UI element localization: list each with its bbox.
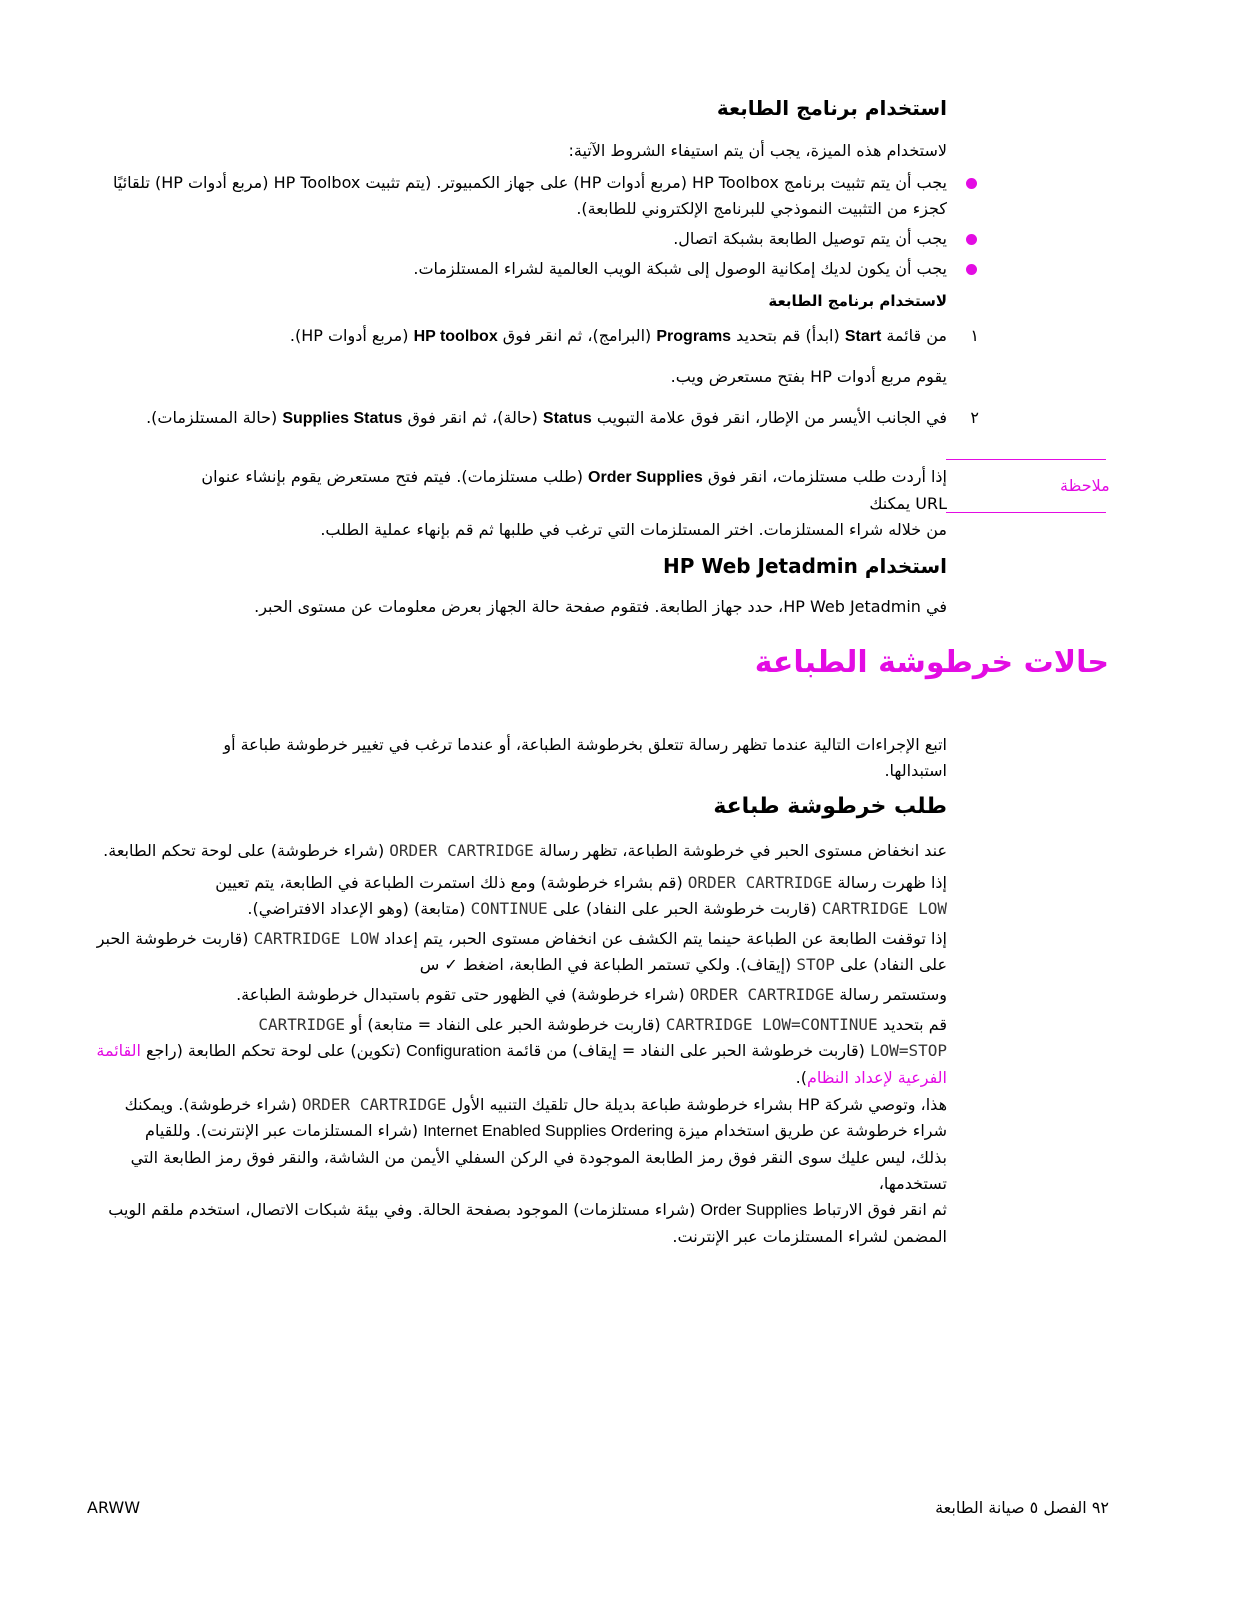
bullet-text: يجب أن يتم تثبيت برنامج HP Toolbox (مربع أدوات HP) على جهاز الكمبيوتر. (يتم تثبيت HP Toolbox (مربع أدوات HP) تلقائيًا كجزء من التثبيت النموذجي للبرنامج الإلكتروني للطابعة).: [113, 173, 947, 218]
paragraph-5: قم بتحديد CARTRIDGE LOW=CONTINUE (قاربت خرطوشة الحبر على النفاد = متابعة) أو CARTRIDGE LOW=STOP (قاربت خرطوشة الحبر على النفاد = إيقاف) من قائمة Configuration (تكوين) على لوحة تحكم الطابعة (راجع القائمة الفرعية لإعداد النظام).: [96, 1015, 947, 1087]
section-intro: [187, 138, 947, 164]
footer-page-info: ٩٢ الفصل ٥ صيانة الطابعة: [935, 1498, 1109, 1517]
bullet-item-2: [87, 226, 947, 252]
paragraph-3: إذا توقفت الطابعة عن الطباعة حينما يتم الكشف عن انخفاض مستوى الحبر، يتم إعداد CARTRIDGE LOW (قاربت خرطوشة الحبر على النفاد) على STOP (إيقاف). ولكي تستمر الطباعة في الطابعة، اضغط ✓ س: [96, 929, 947, 974]
paragraph-4: وستستمر رسالة ORDER CARTRIDGE (شراء خرطوشة) في الظهور حتى تقوم باستبدال خرطوشة الطباعة.: [236, 985, 947, 1004]
bullet-text: يجب أن يكون لديك إمكانية الوصول إلى شبكة الويب العالمية لشراء المستلزمات.: [413, 259, 947, 278]
chapter-intro: اتبع الإجراءات التالية عندما تظهر رسالة تتعلق بخرطوشة الطباعة، أو عندما ترغب في تغيير خرطوشة طباعة أو استبدالها.: [223, 735, 947, 780]
intro-text: لاستخدام هذه الميزة، يجب أن يتم استيفاء الشروط الآتية:: [568, 141, 947, 160]
bullet-item-3: [87, 256, 947, 282]
bullet-icon: [966, 264, 977, 275]
paragraph-2: إذا ظهرت رسالة ORDER CARTRIDGE (قم بشراء خرطوشة) ومع ذلك استمرت الطباعة في الطابعة، يتم تعيين CARTRIDGE LOW (قاربت خرطوشة الحبر على النفاد) على CONTINUE (متابعة) (وهو الإعداد الافتراضي).: [215, 873, 947, 918]
step-result-text: يقوم مربع أدوات HP بفتح مستعرض ويب.: [670, 367, 947, 386]
step-1: [127, 323, 979, 390]
section-heading-order-cartridge: طلب خرطوشة طباعة: [713, 794, 947, 819]
web-jetadmin-text: في HP Web Jetadmin، حدد جهاز الطابعة. فتقوم صفحة حالة الجهاز بعرض معلومات عن مستوى الحبر.: [254, 597, 947, 616]
note-label: ملاحظة: [1060, 476, 1110, 495]
system-setup-submenu-link-cont[interactable]: الفرعية لإعداد النظام: [806, 1068, 947, 1087]
bullet-item-1: [87, 170, 947, 222]
footer-doc-code: ARWW: [87, 1498, 141, 1517]
step-2: [127, 405, 979, 432]
system-setup-submenu-link[interactable]: القائمة: [96, 1041, 141, 1060]
procedure-title: لاستخدام برنامج الطابعة: [768, 292, 947, 310]
bullet-text: يجب أن يتم توصيل الطابعة بشبكة اتصال.: [673, 229, 947, 248]
note-divider-bottom: [946, 512, 1106, 513]
bullet-icon: [966, 234, 977, 245]
paragraph-6: هذا، وتوصي شركة HP بشراء خرطوشة طباعة بديلة حال تلقيك التنبيه الأول ORDER CARTRIDGE (شراء خرطوشة). ويمكنك شراء خرطوشة عن طريق استخدام ميزة Internet Enabled Supplies Ordering (شراء المستلزمات عبر الإنترنت). وللقيام بذلك، ليس عليك سوى النقر فوق رمز الطابعة الموجودة في الركن السفلي الأيمن من الشاشة، والنقر فوق رمز الطابعة التي تستخدمها، ثم انقر فوق الارتباط Order Supplies (شراء مستلزمات) الموجود بصفحة الحالة. وفي بيئة شبكات الاتصال، استخدم ملقم الويب المضمن لشراء المستلزمات عبر الإنترنت.: [108, 1095, 947, 1246]
section-heading-printer-software: استخدام برنامج الطابعة: [716, 96, 947, 120]
paragraph-1: عند انخفاض مستوى الحبر في خرطوشة الطباعة، تظهر رسالة ORDER CARTRIDGE (شراء خرطوشة) على لوحة تحكم الطابعة.: [103, 841, 947, 860]
note-text: إذا أردت طلب مستلزمات، انقر فوق Order Supplies (طلب مستلزمات). فيتم فتح مستعرض يقوم بإنشاء عنوان URL يمكنك من خلاله شراء المستلزمات. اختر المستلزمات التي ترغب في طلبها ثم قم بإنهاء عملية الطلب.: [201, 467, 947, 539]
note-divider-top: [946, 459, 1106, 460]
step-number: ١: [970, 326, 979, 345]
chapter-title: حالات خرطوشة الطباعة: [754, 645, 1109, 680]
procedure-heading: [187, 288, 947, 314]
bullet-icon: [966, 178, 977, 189]
step-text: في الجانب الأيسر من الإطار، انقر فوق علامة التبويب Status (حالة)، ثم انقر فوق Supplies Status (حالة المستلزمات).: [146, 408, 947, 427]
step-number: ٢: [970, 408, 979, 427]
section-heading-web-jetadmin: استخدام HP Web Jetadmin: [662, 554, 947, 578]
step-text: من قائمة Start (ابدأ) قم بتحديد Programs (البرامج)، ثم انقر فوق HP toolbox (مربع أدوات HP).: [289, 326, 947, 345]
